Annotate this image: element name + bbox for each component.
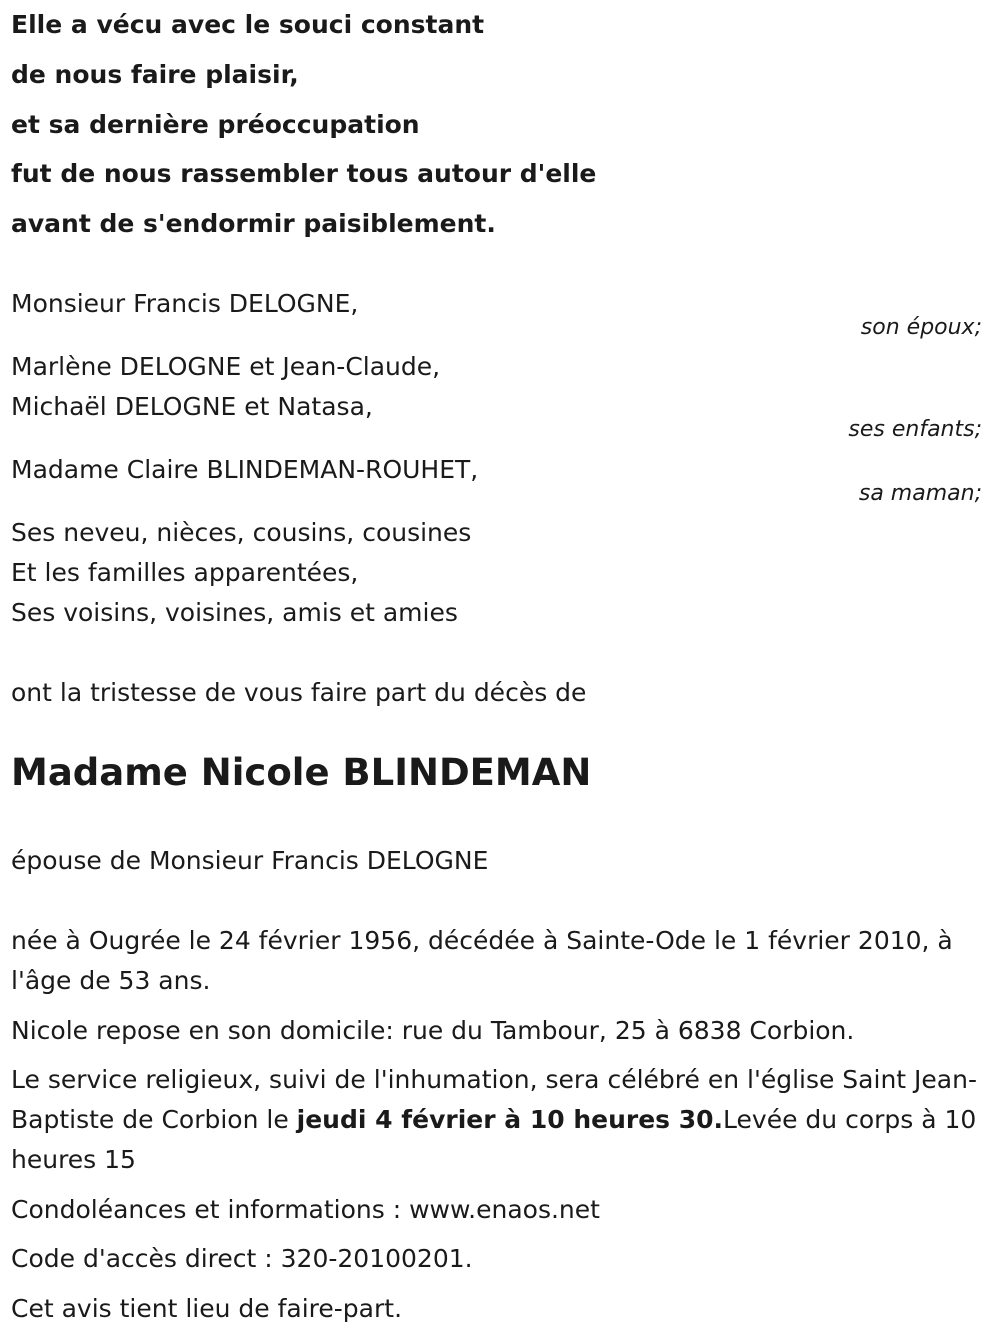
service-text-after: Levée du corps à 10 heures 15	[11, 1105, 977, 1174]
condolences-text: Condoléances et informations : www.enaos.net	[11, 1195, 600, 1224]
child-2: Michaël DELOGNE et Natasa,	[11, 392, 373, 421]
other-relatives-3: Ses voisins, voisines, amis et amies	[11, 598, 458, 627]
service-text-before: Le service religieux, suivi de l'inhumation, sera célébré en l'église Saint Jean-Baptiste de Corbion le	[11, 1065, 977, 1134]
epitaph-line-3: et sa dernière préoccupation	[11, 110, 420, 139]
mother-role: sa maman;	[858, 481, 982, 506]
other-relatives-1: Ses neveu, nièces, cousins, cousines	[11, 518, 472, 547]
access-code-text: Code d'accès direct : 320-20100201.	[11, 1244, 473, 1273]
spouse-name: Monsieur Francis DELOGNE,	[11, 289, 359, 318]
mother-name: Madame Claire BLINDEMAN-ROUHET,	[11, 455, 479, 484]
child-1: Marlène DELOGNE et Jean-Claude,	[11, 352, 441, 381]
birth-death-text: née à Ougrée le 24 février 1956, décédée à Sainte-Ode le 1 février 2010, à l'âge de 53 ans.	[11, 926, 953, 995]
service-text	[11, 1060, 991, 1180]
other-relatives-2: Et les familles apparentées,	[11, 558, 359, 587]
epitaph-line-1: Elle a vécu avec le souci constant	[11, 10, 485, 39]
epitaph-line-2: de nous faire plaisir,	[11, 60, 299, 89]
announcement-text: ont la tristesse de vous faire part du décès de	[11, 678, 587, 707]
epitaph-line-5: avant de s'endormir paisiblement.	[11, 209, 496, 238]
epitaph-line-4: fut de nous rassembler tous autour d'elle	[11, 159, 597, 188]
service-date-time: jeudi 4 février à 10 heures 30.	[296, 1105, 724, 1134]
rest-location-text: Nicole repose en son domicile: rue du Tambour, 25 à 6838 Corbion.	[11, 1016, 855, 1045]
spouse-role: son époux;	[860, 315, 982, 340]
children-role: ses enfants;	[848, 417, 982, 442]
deceased-name: Madame Nicole BLINDEMAN	[11, 751, 592, 794]
notice-text: Cet avis tient lieu de faire-part.	[11, 1294, 403, 1323]
spouse-of-text: épouse de Monsieur Francis DELOGNE	[11, 846, 489, 875]
